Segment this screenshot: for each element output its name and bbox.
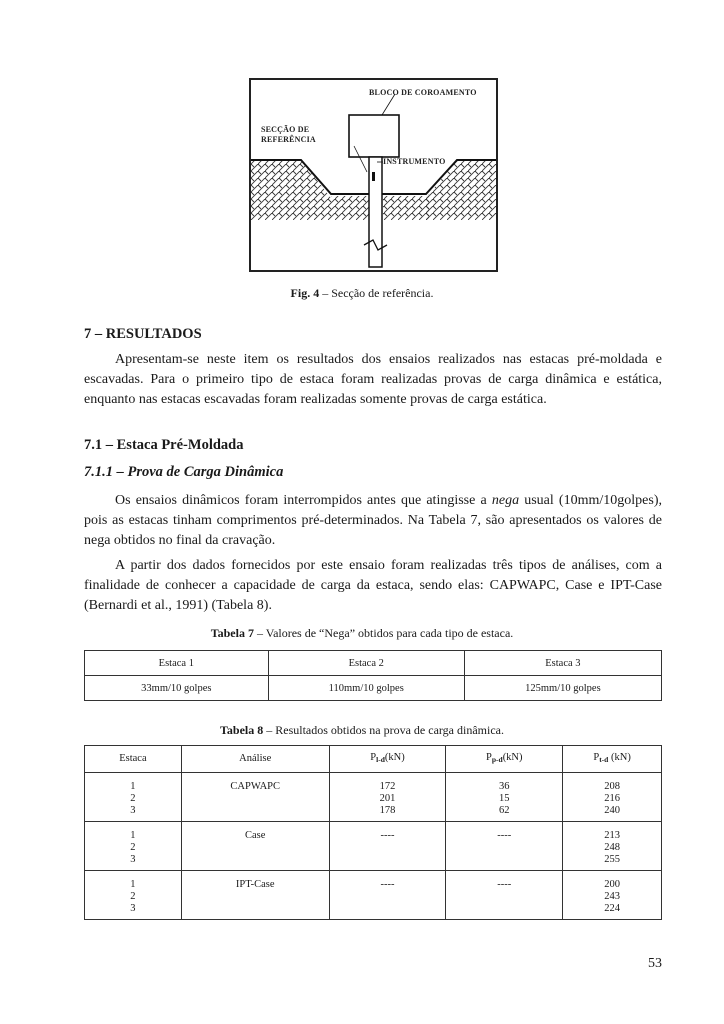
table-7 (84, 650, 662, 701)
figure-caption (0, 286, 724, 301)
table8-caption (0, 723, 724, 738)
table8-analise: CAPWAPC (181, 773, 329, 822)
table8-pt: 208 216 240 (563, 773, 662, 822)
subsubsection-heading: 7.1.1 – Prova de Carga Dinâmica (84, 464, 284, 480)
paragraph-nega (84, 491, 662, 551)
soil-bottom-r (383, 196, 429, 220)
table-row (85, 822, 662, 871)
instrument-icon (372, 172, 375, 181)
table8-estacas: 1 2 3 (85, 773, 182, 822)
table7-caption-label: Tabela 7 (210, 626, 254, 640)
label-instrumento: INSTRUMENTO (383, 157, 446, 166)
subsection-heading: 7.1 – Estaca Pré-Moldada (84, 437, 244, 453)
figure-caption-label: Fig. 4 (290, 286, 320, 300)
table8-pl: ---- (329, 822, 446, 871)
table-row (85, 871, 662, 920)
table7-cell: 110mm/10 golpes (268, 676, 464, 701)
table8-caption-text: – Resultados obtidos na prova de carga dinâmica. (263, 723, 504, 737)
paragraph-analyses: A partir dos dados fornecidos por este ensaio foram realizadas três tipos de análises, com a finalidade de conhecer a capacidade de carga da estaca, sendo elas: CAPWAPC, Case e IPT-Case (Bernardi et al., 1991) (Tabela 8). (84, 558, 662, 613)
table-row (85, 746, 662, 773)
table8-pt: 213 248 255 (563, 822, 662, 871)
table8-pl: 172 201 178 (329, 773, 446, 822)
soil-left (251, 160, 331, 220)
section-paragraph: Apresentam-se neste item os resultados dos ensaios realizados nas estacas pré-moldada e escavadas. Para o primeiro tipo de estaca foram realizadas provas de carga dinâmica e estática, enquanto nas estacas escavadas foram realizadas somente provas de carga estática. (84, 352, 662, 407)
table8-estacas: 1 2 3 (85, 822, 182, 871)
soil-bottom (331, 196, 369, 220)
table7-header: Estaca 3 (464, 651, 661, 676)
table7-caption (0, 626, 724, 641)
table8-header-pl: $P_{l-d}(kN)$ (329, 746, 446, 773)
para2-text-b: usual (10mm/10golpes), pois as estacas tinham comprimentos pré-determinados. Na Tabela 7, são apresentados os valores de nega obtidos no final da cravação. (84, 493, 662, 548)
table7-cell: 125mm/10 golpes (464, 676, 661, 701)
section-heading: 7 – RESULTADOS (84, 326, 202, 342)
table8-analise: Case (181, 822, 329, 871)
figure-image (249, 78, 498, 272)
table8-pp: ---- (446, 822, 563, 871)
label-seccao-1: SECÇÃO DE (261, 125, 310, 134)
table8-pp: ---- (446, 871, 563, 920)
page-number: 53 (648, 956, 662, 971)
table7-caption-text: – Valores de “Nega” obtidos para cada tipo de estaca. (253, 626, 514, 640)
table7-cell: 33mm/10 golpes (85, 676, 269, 701)
table7-header: Estaca 1 (85, 651, 269, 676)
soil-right (426, 160, 496, 220)
table8-header-pt: $P_{t-d}$ (kN) (563, 746, 662, 773)
pile-diagram (251, 80, 496, 270)
label-seccao-2: REFERÊNCIA (261, 135, 316, 144)
para2-emphasis: nega (491, 493, 520, 508)
table8-pt: 200 243 224 (563, 871, 662, 920)
pile (369, 157, 382, 267)
label-bloco: BLOCO DE COROAMENTO (369, 88, 477, 97)
table8-header-estaca: Estaca (85, 746, 182, 773)
figure-caption-text: – Secção de referência. (319, 286, 434, 300)
table8-analise: IPT-Case (181, 871, 329, 920)
table8-header-analise: Análise (181, 746, 329, 773)
table-row (85, 676, 662, 701)
table-row (85, 773, 662, 822)
table-row (85, 651, 662, 676)
table-8 (84, 745, 662, 920)
table8-estacas: 1 2 3 (85, 871, 182, 920)
table8-pp: 36 15 62 (446, 773, 563, 822)
table8-header-pp: $P_{p-d}(kN)$ (446, 746, 563, 773)
table8-caption-label: Tabela 8 (220, 723, 264, 737)
table7-header: Estaca 2 (268, 651, 464, 676)
table8-pl: ---- (329, 871, 446, 920)
para2-text-a: Os ensaios dinâmicos foram interrompidos antes que atingisse a (115, 493, 492, 508)
